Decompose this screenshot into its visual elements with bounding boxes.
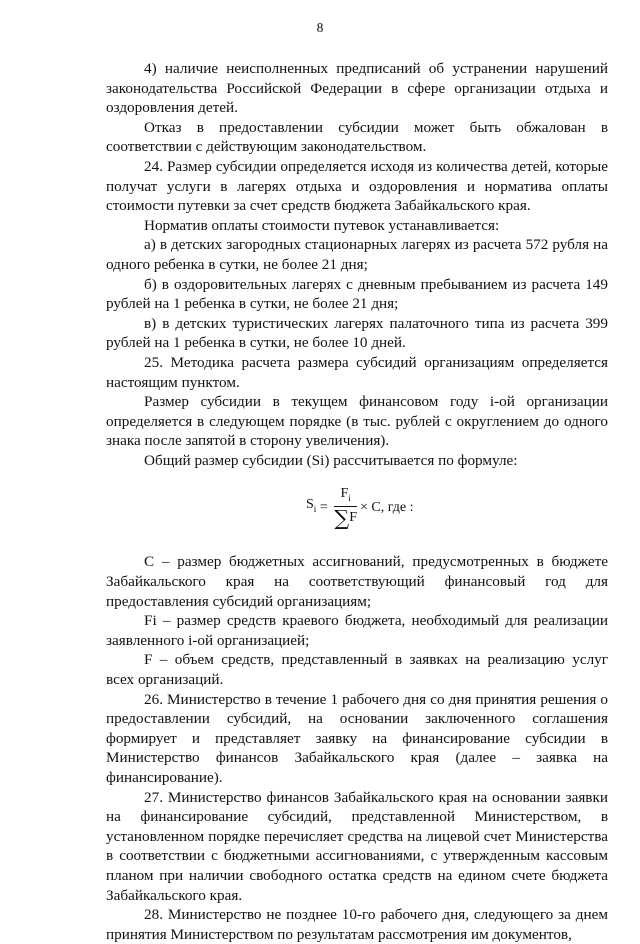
paragraph-item-4: 4) наличие неисполненных предписаний об устранении нарушений законодательства Российской Федерации в сфере организации отдыха и оздоровления детей. — [106, 60, 608, 117]
paragraph-26: 26. Министерство в течение 1 рабочего дня со дня принятия решения о предоставлении субсидий, на основании заключенного соглашения формирует и представляет заявку на финансирование субсидии в Министерство финансов Забайкальского края (далее – заявка на финансирование). — [106, 690, 608, 786]
subsidy-formula — [106, 470, 608, 552]
paragraph-norm-b: б) в оздоровительных лагерях с дневным пребыванием из расчета 149 рублей на 1 ребенка в сутки, не более 21 дня; — [106, 275, 608, 313]
formula-numerator: $F_i$ — [340, 486, 351, 503]
sum-symbol: ∑ — [334, 505, 350, 530]
paragraph-def-c: C – размер бюджетных ассигнований, предусмотренных в бюджете Забайкальского края на соответствующий финансовый год для предоставления субсидий организациям; — [106, 553, 608, 610]
paragraph-27: 27. Министерство финансов Забайкальского края на основании заявки на финансирование субсидий, представленной Министерством, в установленном порядке перечисляет средства на лицевой счет Министерства в соответствии с бюджетными ассигнованиями, с утвержденным кассовым планом при наличии свободного остатка средств на едином счете бюджета Забайкальского края. — [106, 788, 608, 904]
document-body — [106, 59, 608, 944]
paragraph-24: 24. Размер субсидии определяется исходя из количества детей, которые получат услуги в лагерях отдыха и оздоровления и норматива оплаты стоимости путевки за счет средств бюджета Забайкальского края. — [106, 157, 608, 215]
paragraph-def-fi: Fi – размер средств краевого бюджета, необходимый для реализации заявленного i-ой организацией; — [106, 612, 608, 649]
formula-tail: × C, где : — [360, 499, 414, 515]
formula-equals: = — [316, 499, 332, 515]
paragraph-def-f: F – объем средств, представленный в заявках на реализацию услуг всех организаций. — [106, 651, 608, 689]
formula-fraction — [334, 486, 357, 529]
paragraph-norm-a: а) в детских загородных стационарных лагерях из расчета 572 рубля на одного ребенка в сутки, не более 21 дня; — [106, 236, 608, 273]
paragraph-formula-intro: Общий размер субсидии (Si) рассчитывается по формуле: — [144, 451, 518, 469]
paragraph-25: 25. Методика расчета размера субсидий организациям определяется настоящим пунктом. — [106, 353, 608, 391]
paragraph-appeal: Отказ в предоставлении субсидии может быть обжалован в соответствии с действующим законодательством. — [106, 118, 608, 156]
formula-denominator: ∑ F — [334, 505, 358, 530]
paragraph-28: 28. Министерство не позднее 10-го рабочего дня, следующего за днем принятия Министерством по результатам рассмотрения им документов, — [106, 906, 608, 943]
paragraph-norm-c: в) в детских туристических лагерях палаточного типа из расчета 399 рублей на 1 ребенка в сутки, не более 10 дней. — [106, 314, 608, 352]
formula-lhs: $S_i$ — [306, 497, 317, 515]
paragraph-subsidy-order: Размер субсидии в текущем финансовом году i-ой организации определяется в следующем порядке (в тыс. рублей с округлением до одного знака после запятой в сторону увеличения). — [106, 393, 608, 450]
page-number: 8 — [316, 20, 324, 35]
paragraph-norm-intro: Норматив оплаты стоимости путевок устанавливается: — [144, 216, 500, 234]
